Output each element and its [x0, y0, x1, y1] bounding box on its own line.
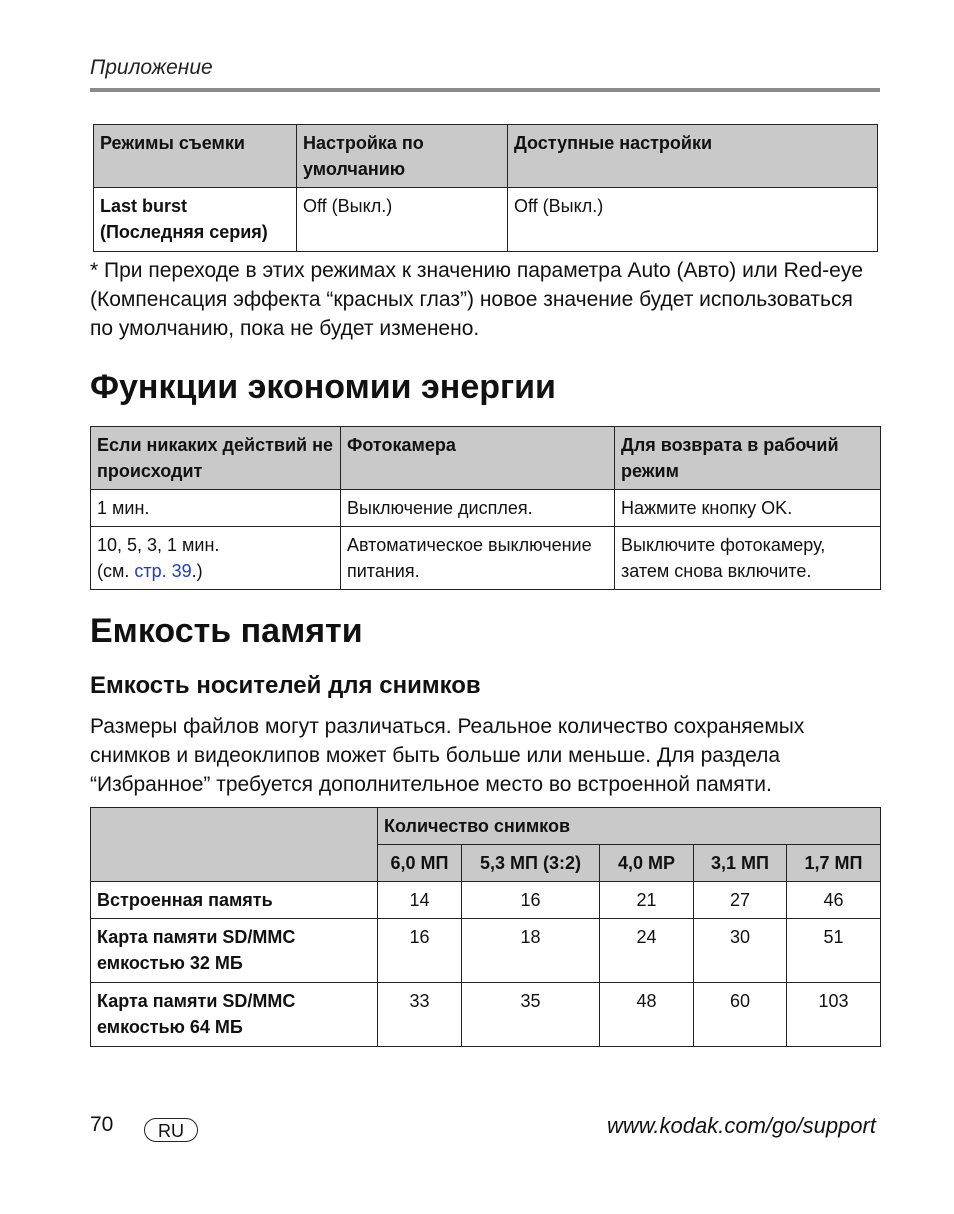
table-row — [94, 188, 878, 252]
value-cell: 16 — [378, 919, 462, 983]
section-title-memory: Емкость памяти — [90, 612, 363, 650]
section-title-power: Функции экономии энергии — [90, 368, 556, 406]
support-url[interactable]: www.kodak.com/go/support — [606, 1113, 876, 1138]
shooting-modes-table — [93, 124, 878, 252]
available-cell: Off (Выкл.) — [508, 188, 878, 252]
table-row — [91, 919, 881, 983]
value-cell: 33 — [378, 983, 462, 1047]
idle-cell — [91, 527, 341, 590]
column-header: 6,0 МП — [378, 845, 462, 882]
table-header-row — [91, 427, 881, 490]
resume-cell: Нажмите кнопку OK. — [615, 490, 881, 527]
value-cell: 103 — [787, 983, 881, 1047]
empty-corner-header — [91, 808, 378, 882]
column-header: 4,0 МР — [600, 845, 694, 882]
value-cell: 24 — [600, 919, 694, 983]
resume-cell: Выключите фотокамеру, затем снова включите. — [615, 527, 881, 590]
row-label: Карта памяти SD/MMC емкостью 32 МБ — [91, 919, 378, 983]
ref-prefix: (см. — [97, 561, 135, 581]
memory-intro: Размеры файлов могут различаться. Реальное количество сохраняемых снимков и видеоклипов может быть больше или меньше. Для раздела “Избранное” требуется дополнительное место во встроенной памяти. — [90, 715, 805, 796]
language-badge: RU — [144, 1118, 198, 1142]
page-39-link[interactable]: стр. 39 — [134, 561, 192, 581]
column-header: 3,1 МП — [694, 845, 787, 882]
value-cell: 27 — [694, 882, 787, 919]
column-header: Настройка по умолчанию — [297, 125, 508, 188]
column-header: 1,7 МП — [787, 845, 881, 882]
value-cell: 21 — [600, 882, 694, 919]
idle-text: 10, 5, 3, 1 мин. — [97, 535, 220, 555]
value-cell: 18 — [462, 919, 600, 983]
value-cell: 35 — [462, 983, 600, 1047]
column-header: Если никаких действий не происходит — [91, 427, 341, 490]
power-saving-table — [90, 426, 881, 590]
group-header: Количество снимков — [378, 808, 881, 845]
value-cell: 14 — [378, 882, 462, 919]
header-divider — [90, 88, 880, 92]
camera-cell: Автоматическое выключение питания. — [341, 527, 615, 590]
table-row — [91, 527, 881, 590]
value-cell: 48 — [600, 983, 694, 1047]
column-header: Режимы съемки — [94, 125, 297, 188]
mode-cell: Last burst (Последняя серия) — [94, 188, 297, 252]
subsection-title: Емкость носителей для снимков — [90, 672, 481, 699]
value-cell: 46 — [787, 882, 881, 919]
ref-suffix: .) — [191, 561, 203, 581]
running-header: Приложение — [90, 56, 213, 79]
table-header-row — [91, 808, 881, 845]
value-cell: 16 — [462, 882, 600, 919]
table-header-row — [94, 125, 878, 188]
value-cell: 30 — [694, 919, 787, 983]
row-label: Карта памяти SD/MMC емкостью 64 МБ — [91, 983, 378, 1047]
value-cell: 60 — [694, 983, 787, 1047]
default-cell: Off (Выкл.) — [297, 188, 508, 252]
footnote: * При переходе в этих режимах к значению параметра Auto (Авто) или Red-eye (Компенсация эффекта “красных глаз”) новое значение будет использоваться по умолчанию, пока не будет изменено. — [90, 259, 864, 340]
row-label: Встроенная память — [91, 882, 378, 919]
value-cell: 51 — [787, 919, 881, 983]
column-header: Фотокамера — [341, 427, 615, 490]
page-number: 70 — [90, 1113, 114, 1136]
camera-cell: Выключение дисплея. — [341, 490, 615, 527]
idle-cell: 1 мин. — [91, 490, 341, 527]
table-row — [91, 490, 881, 527]
table-row — [91, 983, 881, 1047]
memory-capacity-table — [90, 807, 881, 1047]
column-header: 5,3 МП (3:2) — [462, 845, 600, 882]
column-header: Для возврата в рабочий режим — [615, 427, 881, 490]
page-reference — [97, 558, 334, 584]
table-row — [91, 882, 881, 919]
column-header: Доступные настройки — [508, 125, 878, 188]
